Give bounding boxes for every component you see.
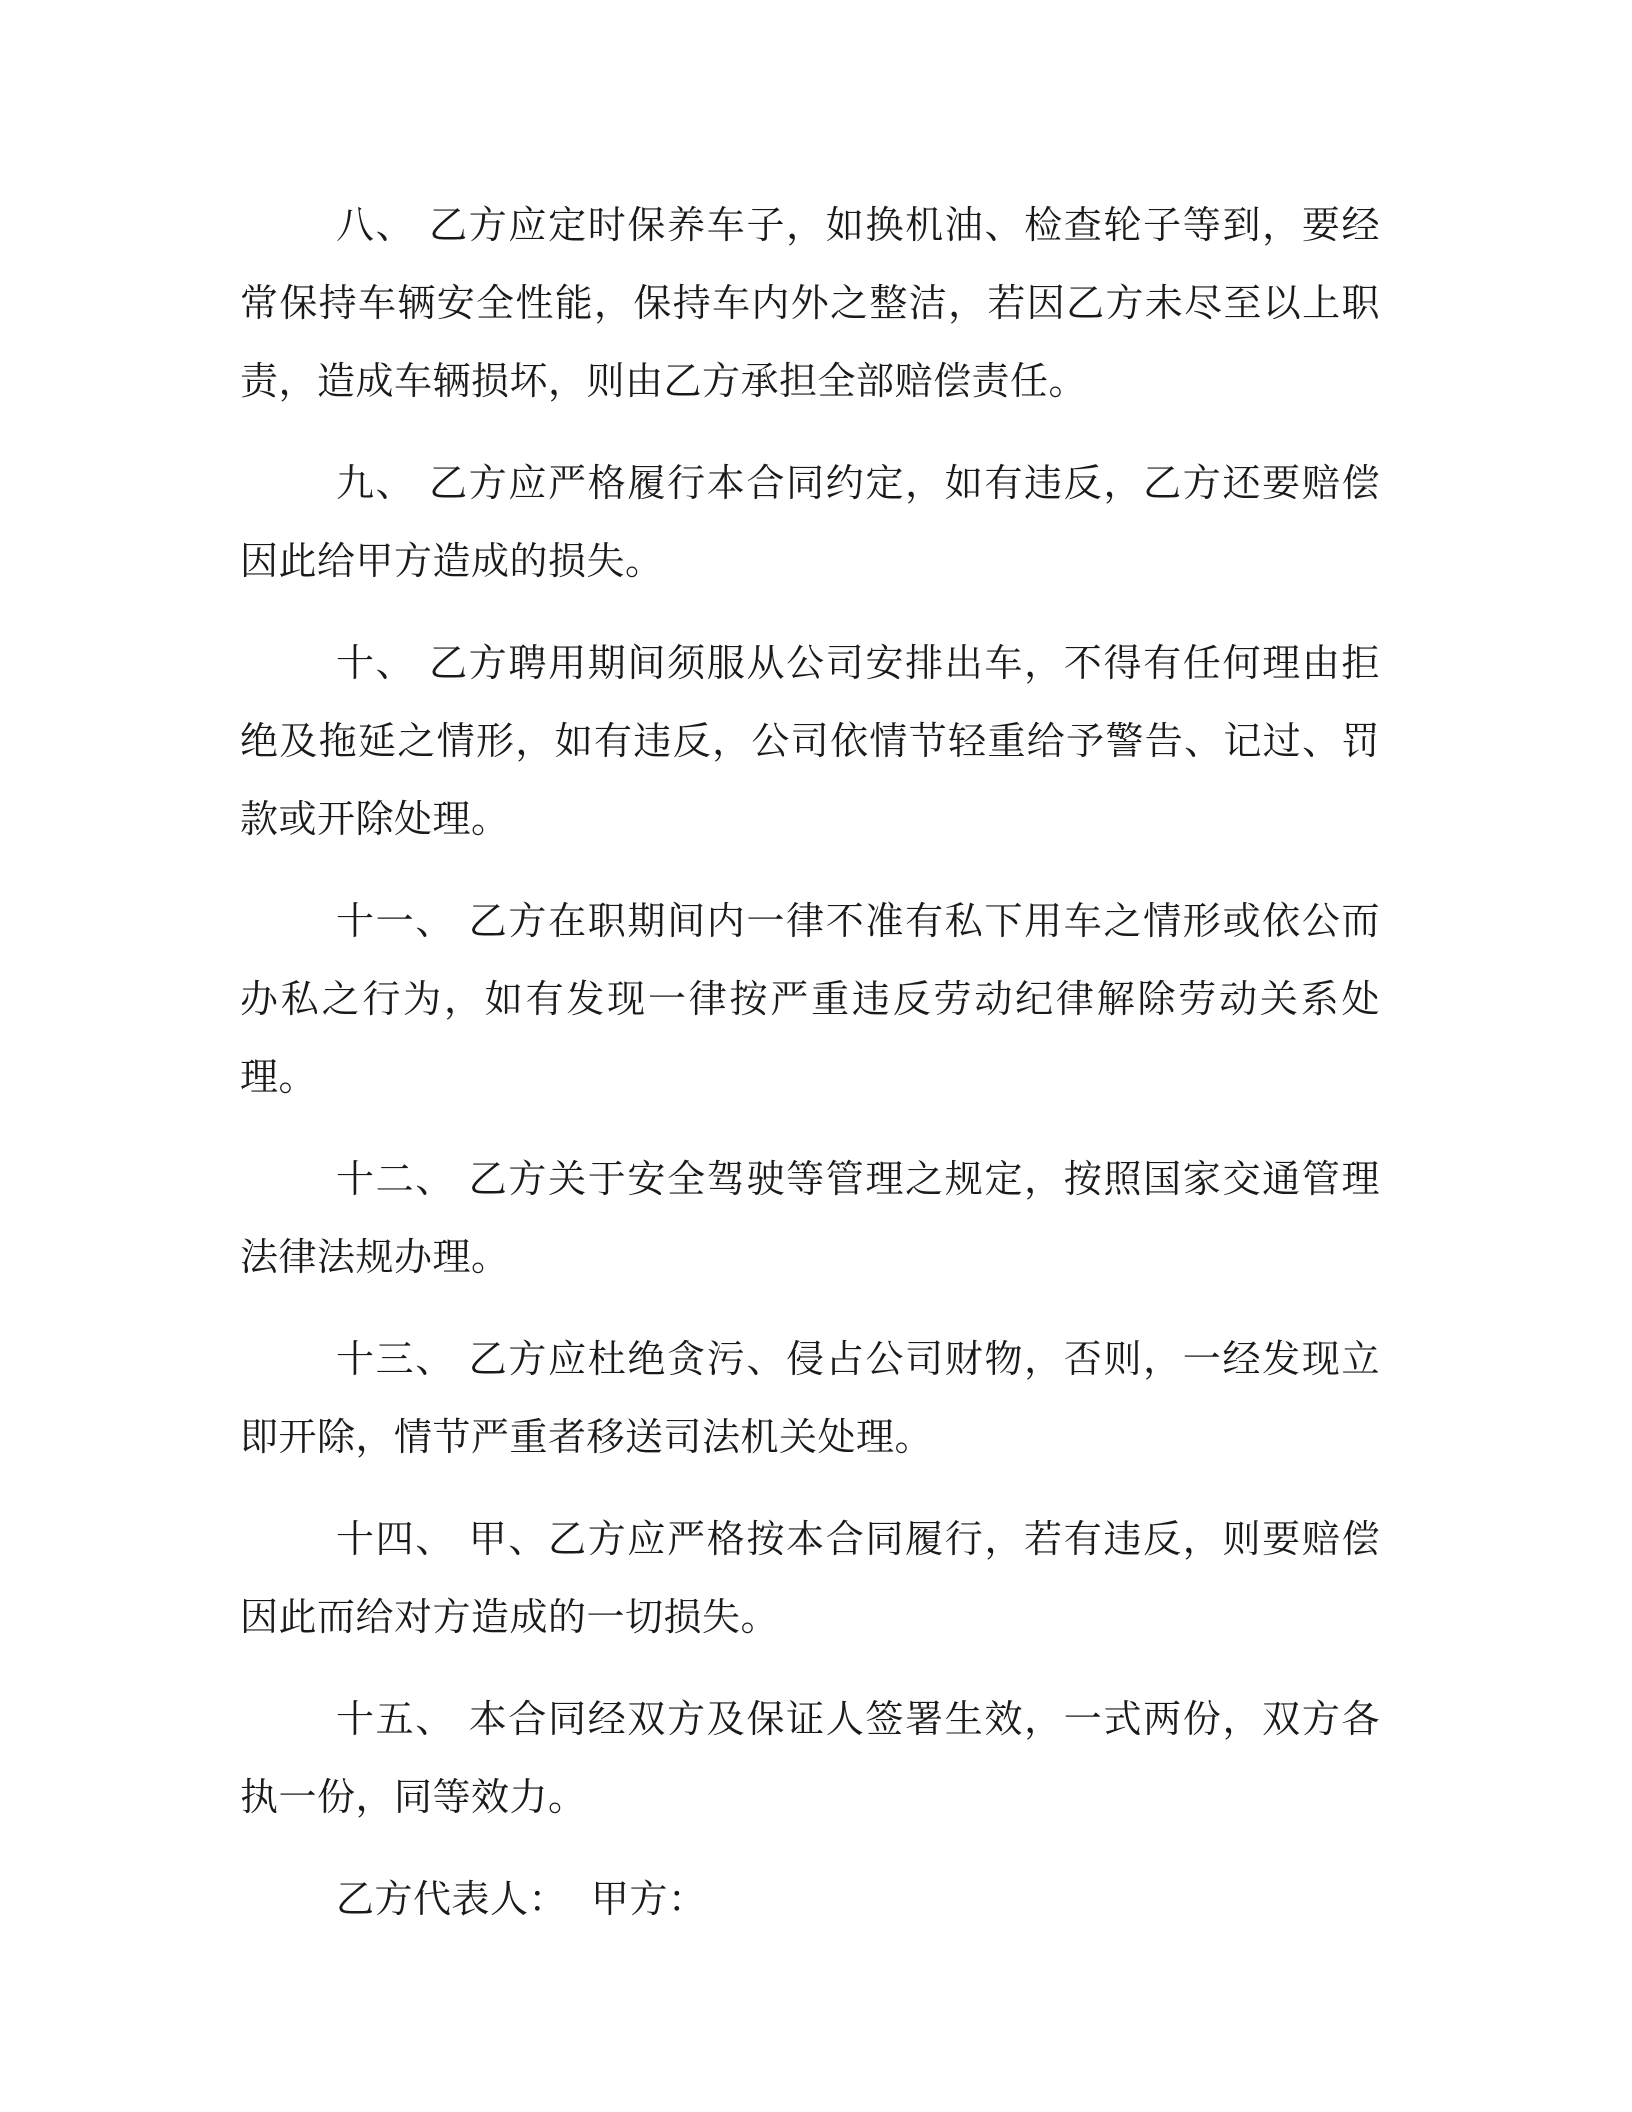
clause-11: 十一、 乙方在职期间内一律不准有私下用车之情形或依公而办私之行为，如有发现一律按严重违反劳动纪律解除劳动关系处理。 — [240, 899, 1380, 1099]
clause-12: 十二、 乙方关于安全驾驶等管理之规定，按照国家交通管理法律法规办理。 — [240, 1157, 1380, 1279]
clause-9: 九、 乙方应严格履行本合同约定，如有违反，乙方还要赔偿因此给甲方造成的损失。 — [240, 461, 1380, 583]
contract-body — [240, 186, 1380, 1938]
signature-line — [240, 1860, 1380, 1938]
clause-14: 十四、 甲、乙方应严格按本合同履行，若有违反，则要赔偿因此而给对方造成的一切损失。 — [240, 1517, 1380, 1639]
party-b-representative-label: 乙方代表人： — [336, 1877, 568, 1921]
clause-8: 八、 乙方应定时保养车子，如换机油、检查轮子等到，要经常保持车辆安全性能，保持车内外之整洁，若因乙方未尽至以上职责，造成车辆损坏，则由乙方承担全部赔偿责任。 — [240, 203, 1380, 403]
clause-15: 十五、 本合同经双方及保证人签署生效，一式两份，双方各执一份，同等效力。 — [240, 1697, 1380, 1819]
clause-10: 十、 乙方聘用期间须服从公司安排出车，不得有任何理由拒绝及拖延之情形，如有违反，公司依情节轻重给予警告、记过、罚款或开除处理。 — [240, 641, 1380, 841]
clause-13: 十三、 乙方应杜绝贪污、侵占公司财物，否则，一经发现立即开除，情节严重者移送司法机关处理。 — [240, 1337, 1380, 1459]
party-a-label: 甲方： — [591, 1877, 707, 1921]
